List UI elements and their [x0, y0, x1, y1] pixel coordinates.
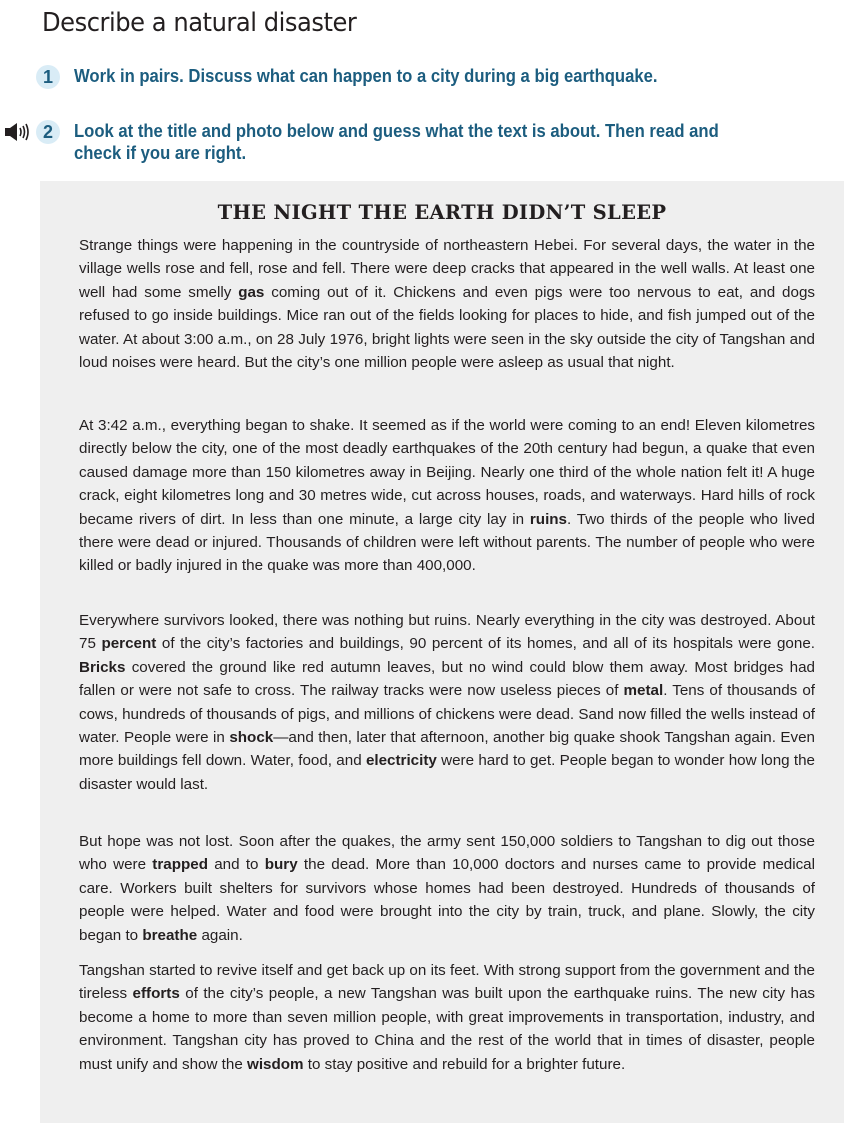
task-instruction: Look at the title and photo below and guess what the text is about. Then read and check if you are right. — [74, 120, 719, 163]
text-run: Tangshan started to revive itself and get back up on its feet. With strong support from the government and the tireless — [79, 962, 815, 1003]
keyword: shock — [229, 729, 274, 747]
keyword: metal — [623, 682, 664, 700]
article-title: THE NIGHT THE EARTH DIDN’T SLEEP — [217, 201, 667, 224]
keyword: percent — [101, 635, 157, 653]
text-run: At 3:42 a.m., everything began to shake. It seemed as if the world were coming to an end! Eleven kilometres directly below the city, one of the most deadly earthquakes of the 20th century had begun, a quake that even caused damage more than 150 kilometres away in Beijing. Nearly one third of the whole nation felt it! A huge crack, eight kilometres long and 30 metres wide, cut across houses, roads, and waterways. Hard hills of rock became rivers of dirt. In less than one minute, a large city lay in — [79, 417, 815, 528]
text-run: covered the ground like red autumn leaves, but no wind could blow them away. Most bridges had fallen or were not safe to cross. The railway tracks were now useless pieces of — [79, 658, 815, 700]
text-run: to stay positive and rebuild for a brighter future. — [303, 1055, 626, 1073]
article-paragraph — [79, 234, 815, 374]
article-paragraph — [79, 609, 815, 796]
text-run: . Tens of thousands of cows, hundreds of thousands of pigs, and millions of chickens were dead. Sand now filled the wells instead of water. People were in — [79, 682, 815, 747]
section-title: Describe a natural disaster — [42, 8, 357, 38]
article-paragraph — [79, 959, 815, 1076]
task-number-badge: 2 — [36, 120, 60, 144]
text-run: were hard to get. People began to wonder how long the disaster would last. — [79, 752, 815, 793]
keyword: Bricks — [79, 658, 126, 676]
text-run: of the city’s factories and buildings, 90 percent of its homes, and all of its hospitals were gone. — [156, 635, 815, 653]
text-run: But hope was not lost. Soon after the quakes, the army sent 150,000 soldiers to Tangshan to dig out those who were — [79, 833, 815, 874]
text-run: Everywhere survivors looked, there was nothing but ruins. Nearly everything in the city was destroyed. About 75 — [79, 612, 815, 653]
keyword: efforts — [132, 985, 180, 1003]
keyword: ruins — [529, 510, 568, 528]
keyword: bury — [264, 856, 298, 874]
keyword: wisdom — [247, 1055, 304, 1073]
text-run: —and then, later that afternoon, another big quake shook Tangshan again. Even more buildings fell down. Water, food, and — [79, 729, 815, 770]
task-instruction: Work in pairs. Discuss what can happen to a city during a big earthquake. — [74, 65, 658, 86]
keyword: electricity — [365, 752, 437, 770]
article-paragraph — [79, 414, 815, 578]
text-run: the dead. More than 10,000 doctors and nurses came to provide medical care. Workers built shelters for survivors whose homes had been destroyed. Hundreds of thousands of people were helped. Water and food were brought into the city by train, truck, and plane. Slowly, the city began to — [79, 856, 815, 944]
keyword: gas — [238, 283, 265, 301]
text-run: and to — [207, 856, 265, 874]
text-run: . Two thirds of the people who lived there were dead or injured. Thousands of children were left without parents. The number of people who were killed or badly injured in the quake was more than 400,000. — [79, 510, 815, 575]
keyword: trapped — [152, 856, 208, 874]
keyword: breathe — [142, 926, 198, 944]
text-run: coming out of it. Chickens and even pigs were too nervous to eat, and dogs refused to go inside buildings. Mice ran out of the fields looking for places to hide, and fish jumped out of the water. At about 3:00 a.m., on 28 July 1976, bright lights were seen in the sky outside the city of Tangshan and loud noises were heard. But the city’s one million people were asleep as usual that night. — [79, 283, 815, 372]
reading-panel — [40, 181, 844, 1123]
speaker-icon[interactable] — [4, 122, 32, 142]
article-paragraph — [79, 830, 815, 947]
text-run: of the city’s people, a new Tangshan was built upon the earthquake ruins. The new city has become a home to more than seven million people, with great improvements in transportation, industry, and environment. Tangshan city has proved to China and the rest of the world that in times of disaster, people must unify and show the — [79, 985, 816, 1073]
text-run: Strange things were happening in the countryside of northeastern Hebei. For several days, the water in the village wells rose and fell, rose and fell. There were deep cracks that appeared in the well walls. At least one well had some smelly — [79, 237, 815, 301]
text-run: again. — [197, 926, 243, 944]
task-number-badge: 1 — [36, 65, 60, 89]
